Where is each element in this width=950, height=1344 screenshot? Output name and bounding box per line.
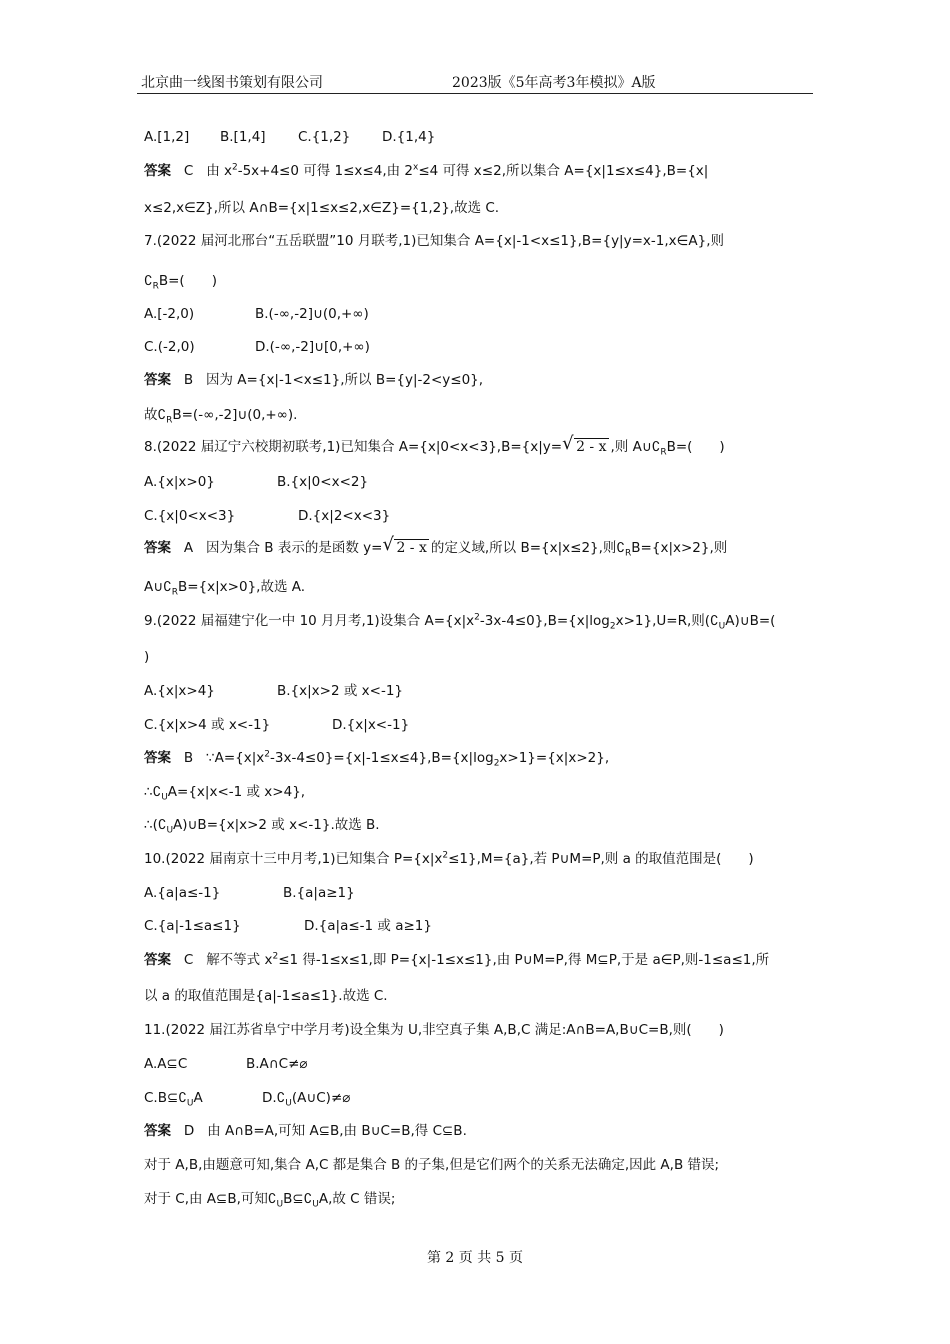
q6-explanation: -5x+4≤0 可得 1≤x≤4,由 2 (237, 163, 413, 179)
q11-option-a: A.A⊆C (144, 1056, 188, 1072)
answer-label: 答案 (144, 750, 171, 766)
q10-option-d: D.{a|a≤-1 或 a≥1} (304, 918, 432, 934)
subscript: R (166, 415, 173, 426)
q9-answer-line-3 (144, 816, 380, 834)
q9-stem: A)∪B=( (725, 613, 776, 629)
q11-explanation: 对于 C,由 A⊆B,可知∁ (144, 1191, 277, 1207)
q6-answer-line-1 (144, 162, 708, 180)
header-divider (137, 93, 813, 94)
q8-explanation: 的定义域,所以 B={x|x≤2},则∁ (430, 540, 626, 556)
q11-option-c-text: C.B⊆∁ (144, 1090, 187, 1106)
q8-option-b: B.{x|0<x<2} (277, 474, 369, 490)
q7-option-a: A.[-2,0) (144, 306, 195, 322)
answer-key: A (183, 540, 194, 556)
q10-options-row-1 (144, 884, 355, 902)
q7-stem-line-2 (144, 272, 217, 290)
q11-answer-line-1 (144, 1122, 467, 1140)
q8-explanation: 因为集合 B 表示的是函数 y= (206, 540, 383, 556)
q9-explanation: -3x-4≤0}={x|-1≤x≤4},B={x|log (270, 750, 494, 766)
q7-option-d: D.(-∞,-2]∪[0,+∞) (255, 339, 370, 355)
answer-label: 答案 (144, 372, 171, 388)
q7-stem-line-1: 7.(2022 届河北邢台“五岳联盟”10 月联考,1)已知集合 A={x|-1<x≤1},B={y|y=x-1,x∈A},则 (144, 233, 725, 249)
q9-options-row-2 (144, 716, 409, 734)
q10-option-b: B.{a|a≥1} (283, 885, 355, 901)
q11-answer-line-3 (144, 1190, 395, 1208)
q10-stem-text: 10.(2022 届南京十三中月考,1)已知集合 P={x|x (144, 851, 443, 867)
q8-stem-text: ,则 A∪∁ (610, 439, 661, 455)
q8-explanation: B={x|x>2},则 (631, 540, 728, 556)
subscript: U (718, 621, 726, 632)
radical-sign-icon: √ (382, 534, 394, 555)
subscript: R (625, 548, 632, 559)
q9-explanation: A)∪B={x|x>2 或 x<-1}.故选 B. (173, 817, 380, 833)
q6-explanation: 由 x (206, 163, 232, 179)
q7-explanation: 因为 A={x|-1<x≤1},所以 B={y|-2<y≤0}, (206, 372, 484, 388)
answer-key: C (183, 952, 194, 968)
q8-answer-line-1 (144, 534, 728, 559)
q9-option-d: D.{x|x<-1} (332, 717, 410, 733)
q9-explanation: ∵A={x|x (206, 750, 265, 766)
subscript: U (186, 1098, 194, 1109)
q8-explanation: B={x|x>0},故选 A. (177, 579, 306, 595)
q9-stem: 9.(2022 届福建宁化一中 10 月月考,1)设集合 A={x|x (144, 613, 475, 629)
q10-explanation: 解不等式 x (206, 952, 273, 968)
q8-options-row-1 (144, 473, 368, 491)
q6-options (144, 128, 435, 146)
superscript: 2 (474, 612, 480, 623)
radical-sign-icon: √ (562, 433, 574, 454)
q7-answer-line-2 (144, 406, 297, 424)
q11-options-row-1 (144, 1055, 308, 1073)
q9-answer-line-1 (144, 749, 609, 767)
q9-explanation: x>1}={x|x>2}, (499, 750, 610, 766)
q9-answer-line-2 (144, 783, 305, 801)
q7-explanation: B=(-∞,-2]∪(0,+∞). (172, 407, 298, 423)
q11-option-c (144, 1089, 262, 1107)
answer-key: B (183, 372, 194, 388)
q9-explanation: ∴(∁ (144, 817, 167, 833)
q10-options-row-2 (144, 917, 432, 935)
answer-label: 答案 (144, 540, 171, 556)
q7-option-c: C.(-2,0) (144, 339, 195, 355)
q10-option-a: A.{a|a≤-1} (144, 885, 221, 901)
subscript: R (660, 447, 667, 458)
q9-options-row-1 (144, 682, 403, 700)
q6-option-c: C.{1,2} (298, 129, 351, 145)
q10-stem-text: ≤1},M={a},若 P∪M=P,则 a 的取值范围是( ) (448, 851, 754, 867)
q6-option-a: A.[1,2] (144, 129, 190, 145)
q7-options-row-2 (144, 338, 370, 356)
q9-option-c: C.{x|x>4 或 x<-1} (144, 717, 271, 733)
q7-stem: B=( ) (158, 273, 217, 289)
page-number: 第 2 页 共 5 页 (426, 1250, 524, 1266)
answer-key: B (183, 750, 194, 766)
q11-option-b: B.A∩C≠⌀ (246, 1056, 308, 1072)
q10-stem (144, 850, 754, 868)
q7-option-b: B.(-∞,-2]∪(0,+∞) (255, 306, 369, 322)
square-root-expression (382, 534, 428, 557)
q7-options-row-1 (144, 305, 369, 323)
q11-stem: 11.(2022 届江苏省阜宁中学月考)设全集为 U,非空真子集 A,B,C 满足:A∩B=A,B∪C=B,则( ) (144, 1022, 724, 1038)
answer-label: 答案 (144, 163, 171, 179)
complement-symbol: ∁ (144, 273, 153, 289)
q6-answer-line-2: x≤2,x∈Z},所以 A∩B={x|1≤x≤2,x∈Z}={1,2},故选 C. (144, 200, 500, 216)
answer-key: D (183, 1123, 195, 1139)
radicand: 2 - x (396, 540, 427, 556)
q9-stem-line-2: ) (144, 649, 150, 665)
superscript: 2 (442, 850, 449, 861)
q6-explanation: ≤4 可得 x≤2,所以集合 A={x|1≤x≤4},B={x| (418, 163, 709, 179)
q8-stem-text: 8.(2022 届辽宁六校期初联考,1)已知集合 A={x|0<x<3},B={x|y= (144, 439, 563, 455)
q8-stem-text: B=( ) (666, 439, 725, 455)
subscript: U (276, 1199, 284, 1210)
q11-explanation: B⊆∁ (283, 1191, 313, 1207)
q11-answer-line-2: 对于 A,B,由题意可知,集合 A,C 都是集合 B 的子集,但是它们两个的关系无法确定,因此 A,B 错误; (144, 1157, 720, 1173)
radicand: 2 - x (576, 439, 607, 455)
subscript: U (166, 825, 174, 836)
q6-option-d: D.{1,4} (382, 129, 436, 145)
answer-key: C (183, 163, 194, 179)
q8-explanation: A∪∁ (144, 579, 172, 595)
q8-answer-line-2 (144, 578, 305, 596)
answer-label: 答案 (144, 952, 171, 968)
q10-answer-line-1 (144, 951, 769, 969)
q9-stem-line-1 (144, 612, 775, 630)
q10-answer-line-2: 以 a 的取值范围是{a|-1≤a≤1}.故选 C. (144, 988, 388, 1004)
superscript: 2 (264, 749, 271, 760)
q9-explanation: A={x|x<-1 或 x>4}, (167, 784, 306, 800)
q10-option-c: C.{a|-1≤a≤1} (144, 918, 241, 934)
subscript: U (312, 1199, 319, 1210)
q11-options-row-2 (144, 1089, 350, 1107)
q8-option-d: D.{x|2<x<3} (298, 508, 391, 524)
subscript: U (161, 792, 168, 803)
q8-options-row-2 (144, 507, 390, 525)
q11-option-d (262, 1089, 350, 1107)
q11-option-d-text: D.∁ (262, 1090, 286, 1106)
superscript: x (413, 162, 419, 173)
subscript: R (171, 587, 178, 598)
header-edition: 2023版《5年高考3年模拟》A版 (452, 75, 656, 91)
q9-option-b: B.{x|x>2 或 x<-1} (277, 683, 404, 699)
q7-answer-line-1 (144, 371, 483, 389)
superscript: 2 (231, 162, 238, 173)
subscript: 2 (493, 758, 500, 769)
superscript: 2 (272, 951, 279, 962)
q9-stem: x>1},U=R,则(∁ (615, 613, 719, 629)
q11-option-c-text: A (193, 1090, 203, 1106)
q10-explanation: ≤1 得-1≤x≤1,即 P={x|-1≤x≤1},由 P∪M=P,得 M⊆P,于是 a∈P,则-1≤a≤1,所 (278, 952, 770, 968)
q11-explanation: 由 A∩B=A,可知 A⊆B,由 B∪C=B,得 C⊆B. (207, 1123, 467, 1139)
q11-option-d-text: (A∪C)≠⌀ (291, 1090, 351, 1106)
subscript: U (285, 1098, 292, 1109)
subscript: R (152, 281, 159, 292)
subscript: 2 (609, 621, 616, 632)
q6-option-b: B.[1,4] (220, 129, 266, 145)
q11-explanation: A,故 C 错误; (318, 1191, 396, 1207)
q8-option-a: A.{x|x>0} (144, 474, 215, 490)
square-root-expression (562, 433, 608, 456)
q9-option-a: A.{x|x>4} (144, 683, 215, 699)
q9-explanation: ∴∁ (144, 784, 162, 800)
q9-stem: -3x-4≤0},B={x|log (479, 613, 610, 629)
q8-stem (144, 433, 725, 458)
header-publisher: 北京曲一线图书策划有限公司 (141, 75, 323, 91)
q7-explanation: 故∁ (144, 407, 167, 423)
q8-option-c: C.{x|0<x<3} (144, 508, 236, 524)
answer-label: 答案 (144, 1123, 171, 1139)
